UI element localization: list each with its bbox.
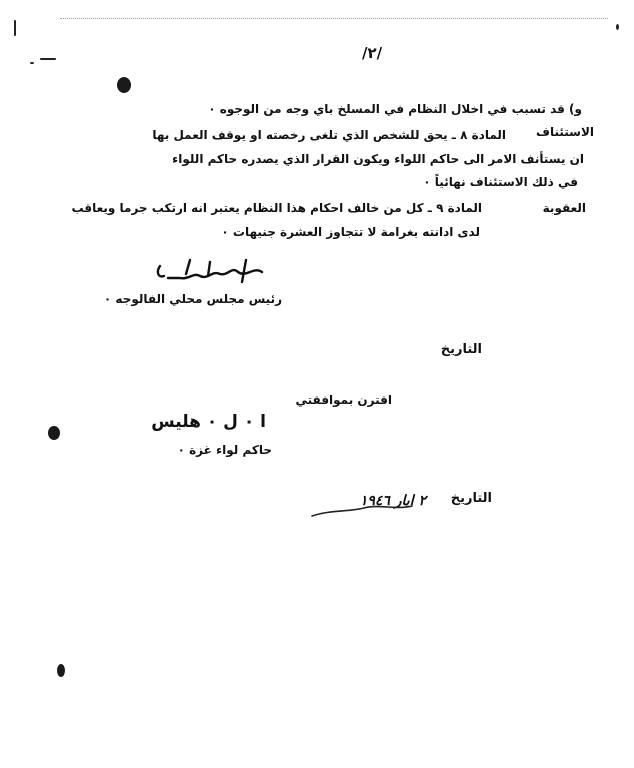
article-9-line-2: لدى ادانته بغرامة لا تتجاوز العشرة جنيهات ٠ — [221, 225, 480, 239]
date-value: ٢ ايار ١٩٤٦ — [359, 493, 426, 509]
scan-mark — [14, 20, 16, 36]
date-label-1: التاريخ — [440, 342, 482, 357]
top-border-line — [60, 18, 608, 19]
scan-mark — [30, 62, 34, 64]
date-underline-stroke — [308, 500, 418, 522]
article-8-line-2: ان يستأنف الامر الى حاكم اللواء ويكون القرار الذي يصدره حاكم اللواء — [172, 152, 584, 166]
governor-title: حاكم لواء غزة ٠ — [177, 443, 272, 457]
approval-text: اقترن بموافقتي — [295, 393, 392, 407]
governor-signature: ا ٠ ل ٠ هليس — [151, 412, 266, 432]
punch-hole — [48, 426, 60, 440]
scan-mark — [616, 24, 619, 30]
article-8-line-1: المادة ٨ ـ يحق للشخص الذي تلغى رخصته او يوقف العمل بها — [152, 128, 506, 142]
margin-title-penalty: العقوبة — [542, 201, 586, 215]
scan-mark — [40, 58, 56, 60]
page-number: /٢/ — [362, 44, 383, 62]
council-signature — [150, 254, 270, 288]
article-8-line-3: في ذلك الاستئناف نهائياً ٠ — [423, 175, 578, 189]
clause-w: و) قد تسبب في اخلال النظام في المسلخ باي وجه من الوجوه ٠ — [208, 102, 582, 116]
punch-hole — [117, 77, 131, 93]
margin-title-appeal: الاستئناف — [536, 125, 594, 139]
date-label-2: التاريخ — [450, 491, 492, 506]
punch-hole — [57, 664, 65, 677]
council-signatory-title: رئيس مجلس محلي الفالوجه ٠ — [103, 292, 282, 306]
article-9-line-1: المادة ٩ ـ كل من خالف احكام هذا النظام يعتبر انه ارتكب جرما ويعاقب — [71, 201, 482, 215]
